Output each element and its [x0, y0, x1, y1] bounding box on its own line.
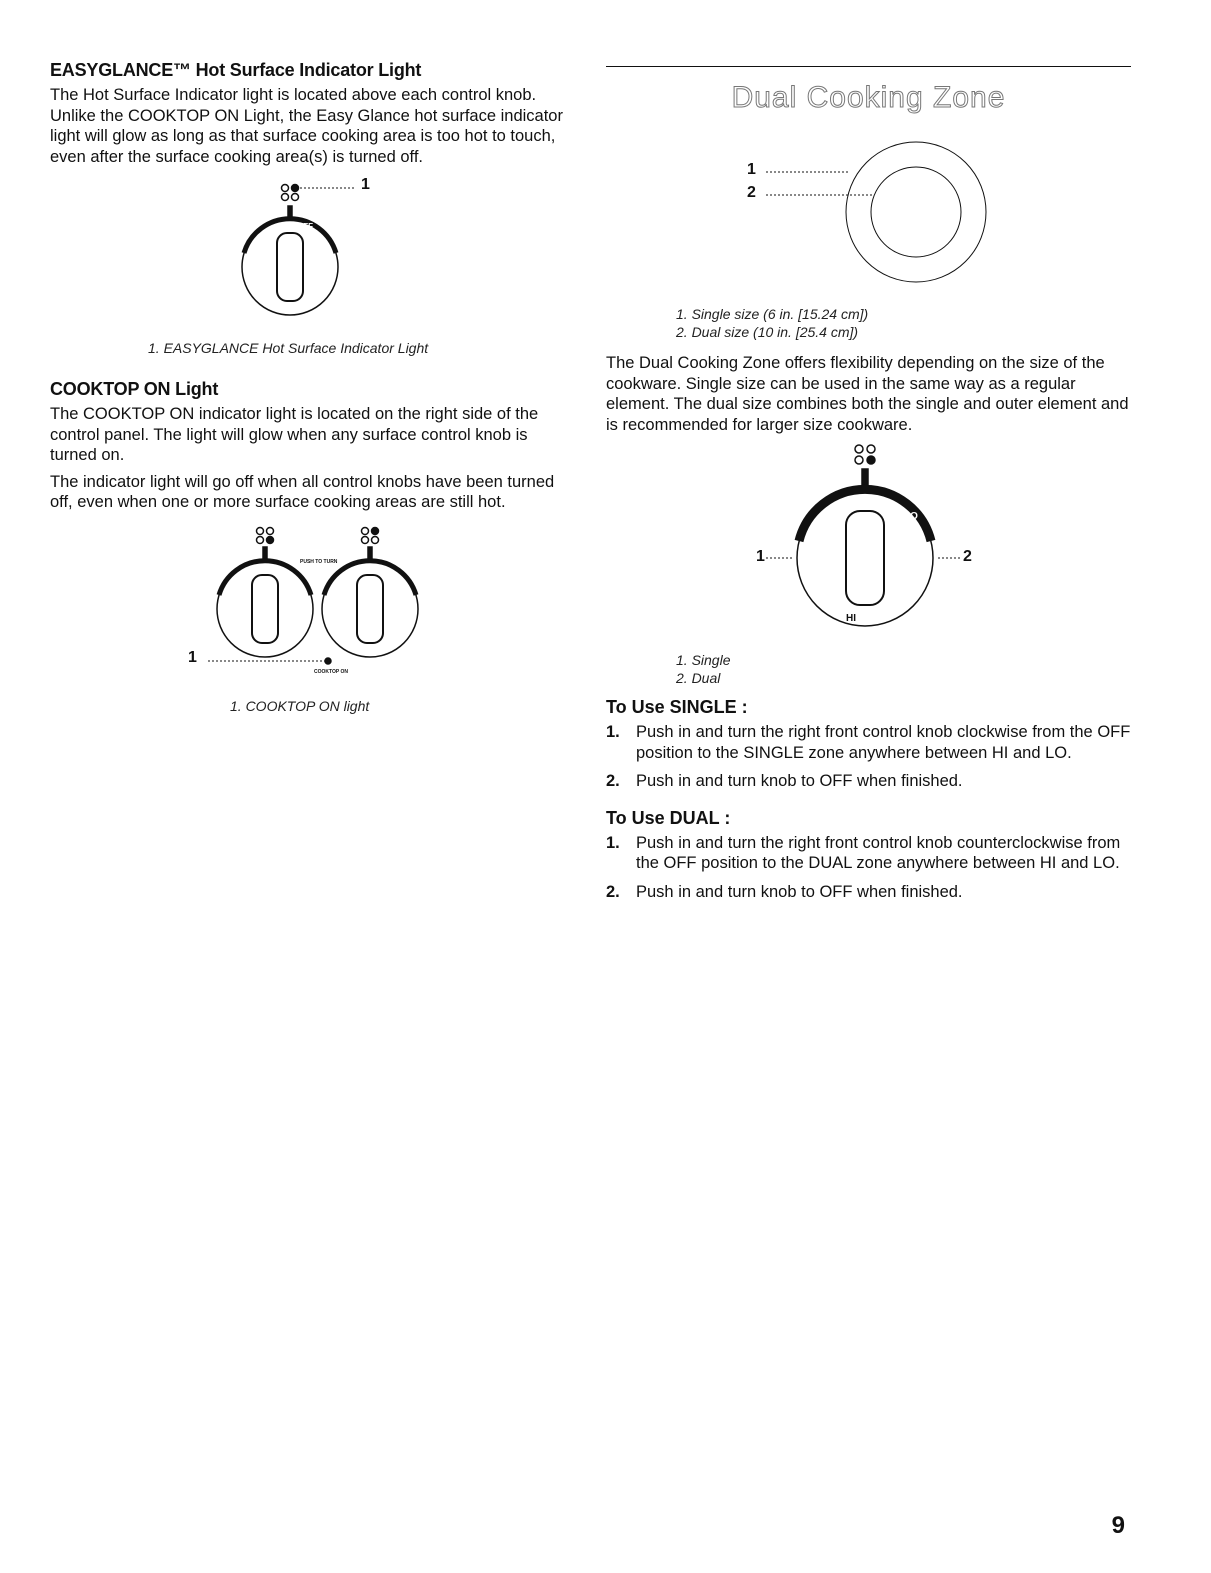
right-column [606, 60, 1131, 918]
step-text: Push in and turn the right front control knob counterclockwise from the OFF position to the DUAL zone anywhere between HI and LO. [636, 833, 1121, 872]
indicator-dot-icon [292, 194, 299, 201]
dual-size-ring-icon [846, 142, 986, 282]
easyglance-heading: EASYGLANCE™ Hot Surface Indicator Light [50, 60, 422, 80]
list-item [606, 882, 1131, 903]
list-item [606, 771, 1131, 792]
cooktop-on-description-2: The indicator light will go off when all control knobs have been turned off, even when one or more surface cooking areas are still hot. [50, 472, 555, 511]
cooktop-on-knobs-illustration [50, 523, 570, 693]
dual-cooking-zone-title: Dual Cooking Zone [731, 81, 1006, 114]
dual-knob-illustration [606, 441, 1131, 651]
left-column [50, 60, 570, 715]
use-dual-heading: To Use DUAL : [606, 807, 731, 828]
svg-text:OFF: OFF [854, 494, 876, 506]
svg-text:OFF: OFF [297, 222, 313, 231]
cooktop-on-heading: COOKTOP ON Light [50, 379, 219, 399]
indicator-dot-icon [282, 185, 289, 192]
dual-knob-caption-1: 1. Single [676, 652, 731, 668]
use-single-steps [606, 722, 1131, 792]
step-text: Push in and turn knob to OFF when finished. [636, 772, 963, 790]
dual-zone-element-figure [606, 115, 1131, 305]
dual-knob-figure [606, 441, 1131, 651]
indicator-dot-icon [282, 194, 289, 201]
cooktop-on-description-1: The COOKTOP ON indicator light is located on the right side of the control panel. The light will glow when any surface control knob is turned on. [50, 405, 539, 464]
svg-text:COOKTOP ON: COOKTOP ON [314, 668, 348, 675]
dual-zone-callout-2: 2 [747, 184, 756, 201]
list-item [606, 833, 1131, 874]
list-item [606, 722, 1131, 763]
svg-text:HI: HI [846, 613, 856, 624]
dual-zone-caption-2: 2. Dual size (10 in. [25.4 cm]) [676, 324, 859, 340]
use-single-heading: To Use SINGLE : [606, 697, 748, 717]
dual-knob-callout-1: 1 [756, 548, 765, 565]
single-size-ring-icon [871, 167, 961, 257]
dual-zone-callout-1: 1 [747, 161, 756, 178]
step-text: Push in and turn knob to OFF when finished. [636, 882, 963, 901]
cooktop-on-figure [50, 523, 570, 693]
cooktop-on-caption: 1. COOKTOP ON light [230, 697, 370, 714]
easyglance-knob-figure [50, 173, 570, 333]
svg-text:PUSH TO TURN: PUSH TO TURN [300, 558, 338, 565]
step-text: Push in and turn the right front control knob clockwise from the OFF position to the SINGLE zone anywhere between HI and LO. [636, 723, 1131, 762]
indicator-dot-icon [292, 185, 299, 192]
step-number: 2. [606, 772, 620, 790]
dual-zone-caption-1: 1. Single size (6 in. [15.24 cm]) [676, 306, 869, 322]
cooktop-on-callout-1: 1 [188, 648, 197, 666]
easyglance-description: The Hot Surface Indicator light is located above each control knob. Unlike the COOKTOP ON Light, the Easy Glance hot surface indicator light will glow as long as that surface cooking area is too hot to touch, even after the surface cooking area(s) is turned off. [50, 86, 563, 166]
cooktop-on-indicator-icon [325, 658, 331, 664]
svg-text:LO: LO [904, 511, 918, 522]
easyglance-knob-illustration [50, 173, 570, 333]
dual-zone-description: The Dual Cooking Zone offers flexibility depending on the size of the cookware. Single size can be used in the same way as a regular element. The dual size combines both the single and outer element and is recommended for larger size cookware. [606, 354, 1129, 434]
easyglance-caption: 1. EASYGLANCE Hot Surface Indicator Light [148, 340, 429, 356]
step-number: 1. [606, 723, 620, 741]
dual-zone-element-illustration [606, 115, 1131, 305]
dual-knob-callout-2: 2 [963, 548, 972, 565]
use-dual-steps [606, 833, 1131, 903]
section-divider [606, 66, 1131, 67]
easyglance-callout-1: 1 [361, 176, 370, 193]
step-number: 1. [606, 833, 620, 852]
page-number: 9 [1111, 1512, 1125, 1539]
dual-knob-caption-2: 2. Dual [676, 670, 721, 686]
step-number: 2. [606, 882, 620, 901]
